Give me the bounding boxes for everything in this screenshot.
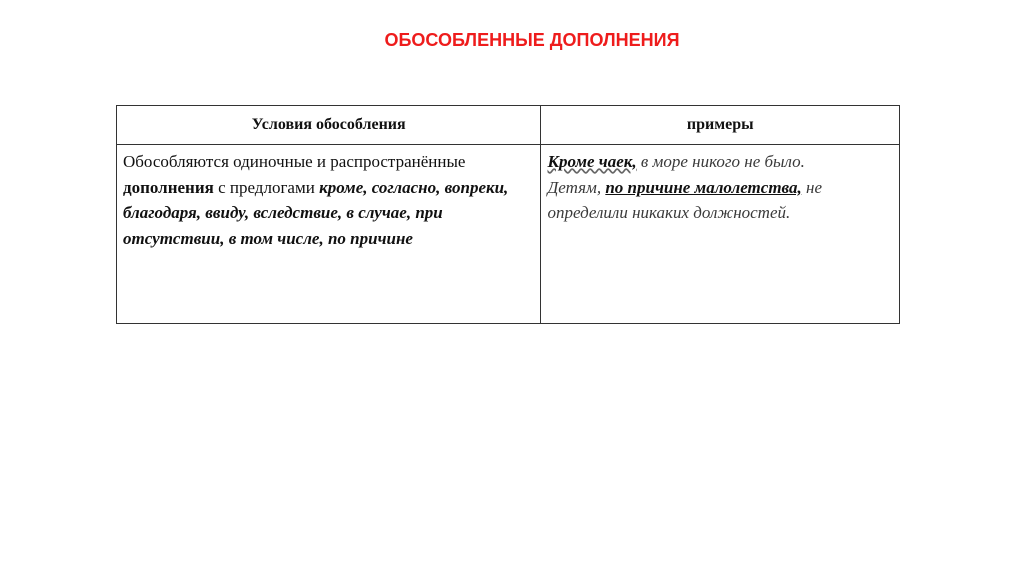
example-2-marked: по причине малолетства, (605, 177, 802, 197)
condition-text: Обособляются одиночные и распространённые (123, 152, 466, 171)
table-row (117, 145, 900, 324)
condition-cell (117, 145, 541, 324)
rules-table (116, 105, 900, 324)
example-2-start: Детям, (547, 177, 606, 197)
example-2-rest: не определили никаких должностей. (547, 177, 823, 222)
page-title: ОБОСОБЛЕННЫЕ ДОПОЛНЕНИЯ (384, 30, 680, 50)
prepositions-list: кроме, согласно, вопреки, благодаря, ввиду, вследствие, в случае, при отсутствии, в том числе, по причине (123, 177, 509, 248)
example-1-marked: Кроме чаек, (547, 152, 637, 171)
header-examples: примеры (541, 106, 900, 145)
table-header-row (117, 106, 900, 145)
header-conditions: Условия обособления (117, 106, 541, 145)
example-1-rest: в море никого не было. (636, 152, 805, 171)
condition-bold-word: дополнения (123, 177, 214, 197)
examples-cell (541, 145, 900, 324)
condition-text-2: с предлогами (213, 177, 320, 197)
